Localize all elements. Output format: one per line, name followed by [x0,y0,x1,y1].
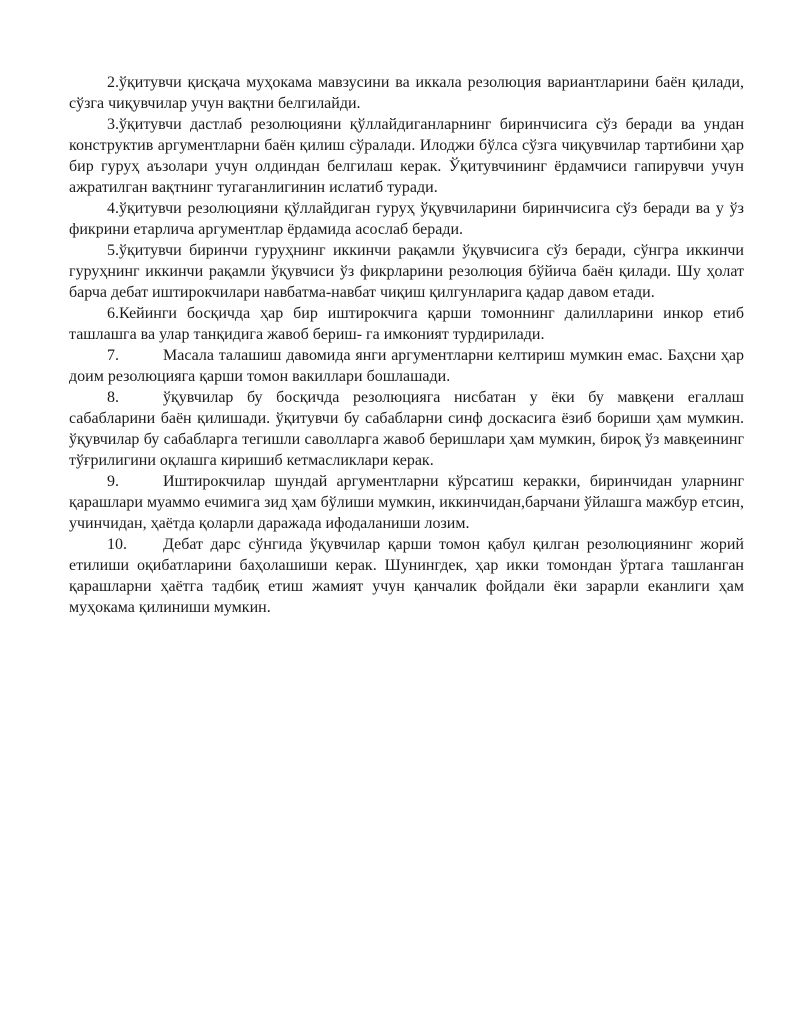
paragraph-6: 6.Кейинги босқичда ҳар бир иштирокчига қарши томоннинг далилларини инкор етиб ташлашга ва улар танқидига жавоб бериш- га имконият турдирилади. [69,305,744,343]
paragraph-10 [69,534,744,618]
paragraph-text: Масала талашиш давомида янги аргументларни келтириш мумкин емас. Баҳсни ҳар доим резолюцияга қарши томон вакиллари бошлашади. [69,347,744,385]
paragraph-number: 7. [107,347,119,364]
paragraph-8 [69,387,744,471]
paragraph-text: ўқувчилар бу босқичда резолюцияга нисбатан у ёки бу мавқени егаллаш сабабларини баён қилишади. ўқитувчи бу сабабларни синф доскасига ёзиб бориши ҳам мумкин. ўқувчилар бу сабабларга тегишли саволларга жавоб беришлари ҳам мумкин, бироқ ўз мавқеининг тўғрилигини оқлашга киришиб кетмасликлари керак. [69,389,744,469]
paragraph-number: 9. [107,473,119,490]
paragraph-number: 8. [107,389,119,406]
paragraph-9 [69,471,744,534]
paragraph-text: Иштирокчилар шундай аргументларни кўрсатиш керакки, биринчидан уларнинг қарашлари муаммо ечимига зид ҳам бўлиши мумкин, иккинчидан,барчани ўйлашга мажбур етсин, учинчидан, ҳаётда қоларли даражада ифодаланиши лозим. [69,473,744,532]
paragraph-4: 4.ўқитувчи резолюцияни қўллайдиган гуруҳ ўқувчиларини биринчисига сўз беради ва у ўз фикрини етарлича аргументлар ёрдамида асослаб беради. [69,200,744,238]
paragraph-5: 5.ўқитувчи биринчи гуруҳнинг иккинчи рақамли ўқувчисига сўз беради, сўнгра иккинчи гуруҳнинг иккинчи рақамли ўқувчиси ўз фикрларини резолюция бўйича баён қилади. Шу ҳолат барча дебат иштирокчилари навбатма-навбат чиқиш қилгунларига қадар давом етади. [69,242,744,301]
paragraph-2: 2.ўқитувчи қисқача муҳокама мавзусини ва иккала резолюция вариантларини баён қилади, сўзга чиқувчилар учун вақтни белгилайди. [69,74,744,112]
document-page [69,72,744,618]
paragraph-7 [69,345,744,387]
paragraph-3: 3.ўқитувчи дастлаб резолюцияни қўллайдиганларнинг биринчисига сўз беради ва ундан конструктив аргументларни баён қилиш сўралади. Илоджи бўлса сўзга чиқувчилар тартибини ҳар бир гуруҳ аъзолари учун олдиндан белгилаш керак. Ўқитувчининг ёрдамчиси гапирувчи учун ажратилган вақтнинг тугаганлигинин ислатиб туради. [69,116,744,196]
paragraph-number: 10. [107,536,127,553]
paragraph-text: Дебат дарс сўнгида ўқувчилар қарши томон қабул қилган резолюциянинг жорий етилиши оқибатларини баҳолашиши керак. Шунингдек, ҳар икки томондан ўртага ташланган қарашларни ҳаётга тадбиқ етиш жамият учун қанчалик фойдали ёки зарарли еканлиги ҳам муҳокама қилиниши мумкин. [69,536,744,616]
